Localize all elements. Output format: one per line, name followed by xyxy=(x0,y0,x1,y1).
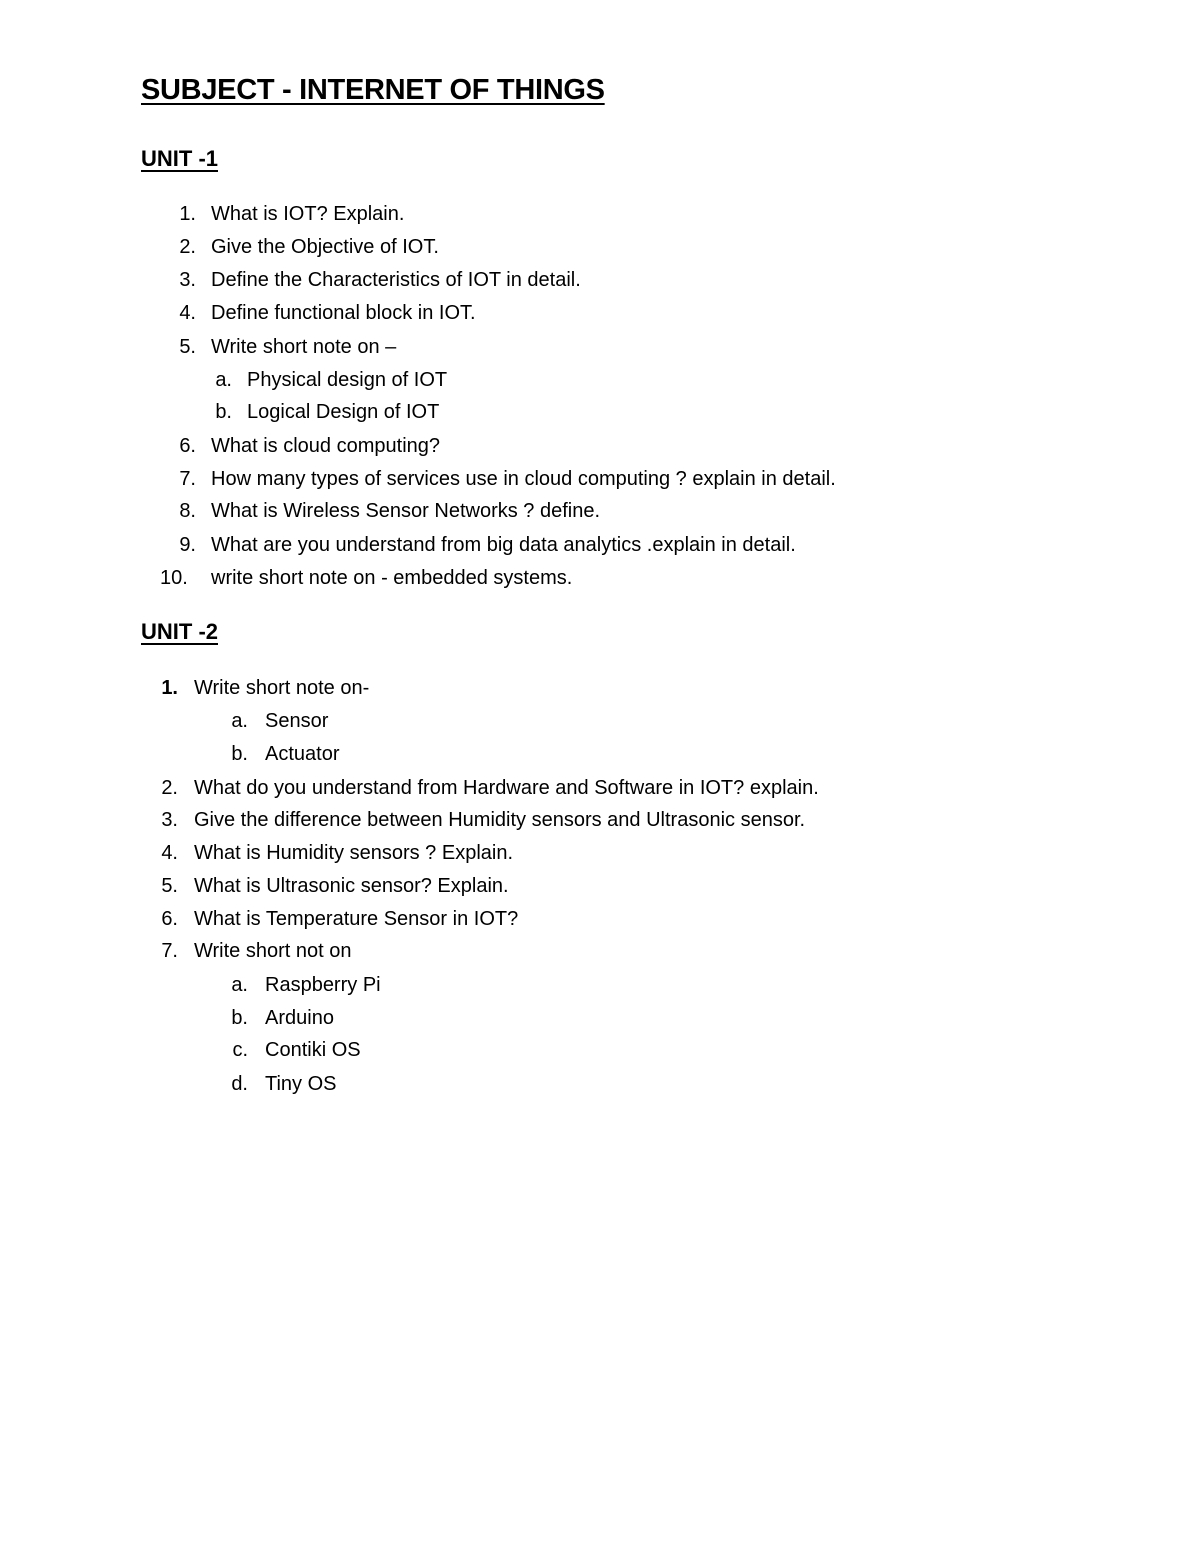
document-title: SUBJECT - INTERNET OF THINGS xyxy=(141,74,605,106)
unit-1-heading: UNIT -1 xyxy=(141,146,218,171)
unit-2-heading: UNIT -2 xyxy=(141,619,218,644)
document-page: SUBJECT - INTERNET OF THINGS UNIT -1 1. What is IOT? Explain. 2. Give the Objective of IOT. 3. Define the Characteristics of IOT in detail. 4. Define functional block in IOT. 5. Write short note on – a. Physical design of IOT b. Logical Design of IOT 6. What is cloud computing? 7. How many types of services use in cloud computing ? explain in detail. 8. What is Wireless Sensor Networks ? define. 9. What are you understand from big data analytics .explain in detail. 10. write short note on - embedded systems. UNIT -2 1. Write short note on- a. Sensor b. Actuator 2. What do you understand from Hardware and Software in IOT? explain. 3. Give the difference between Humidity sensors and Ultrasonic sensor. 4. What is Humidity sensors ? Explain. 5. What is Ultrasonic sensor? Explain. 6. What is Temperature Sensor in IOT? 7. Write short not on a. Raspberry Pi b. Arduino c. Contiki OS d. Tiny OS xyxy=(141,74,836,1095)
